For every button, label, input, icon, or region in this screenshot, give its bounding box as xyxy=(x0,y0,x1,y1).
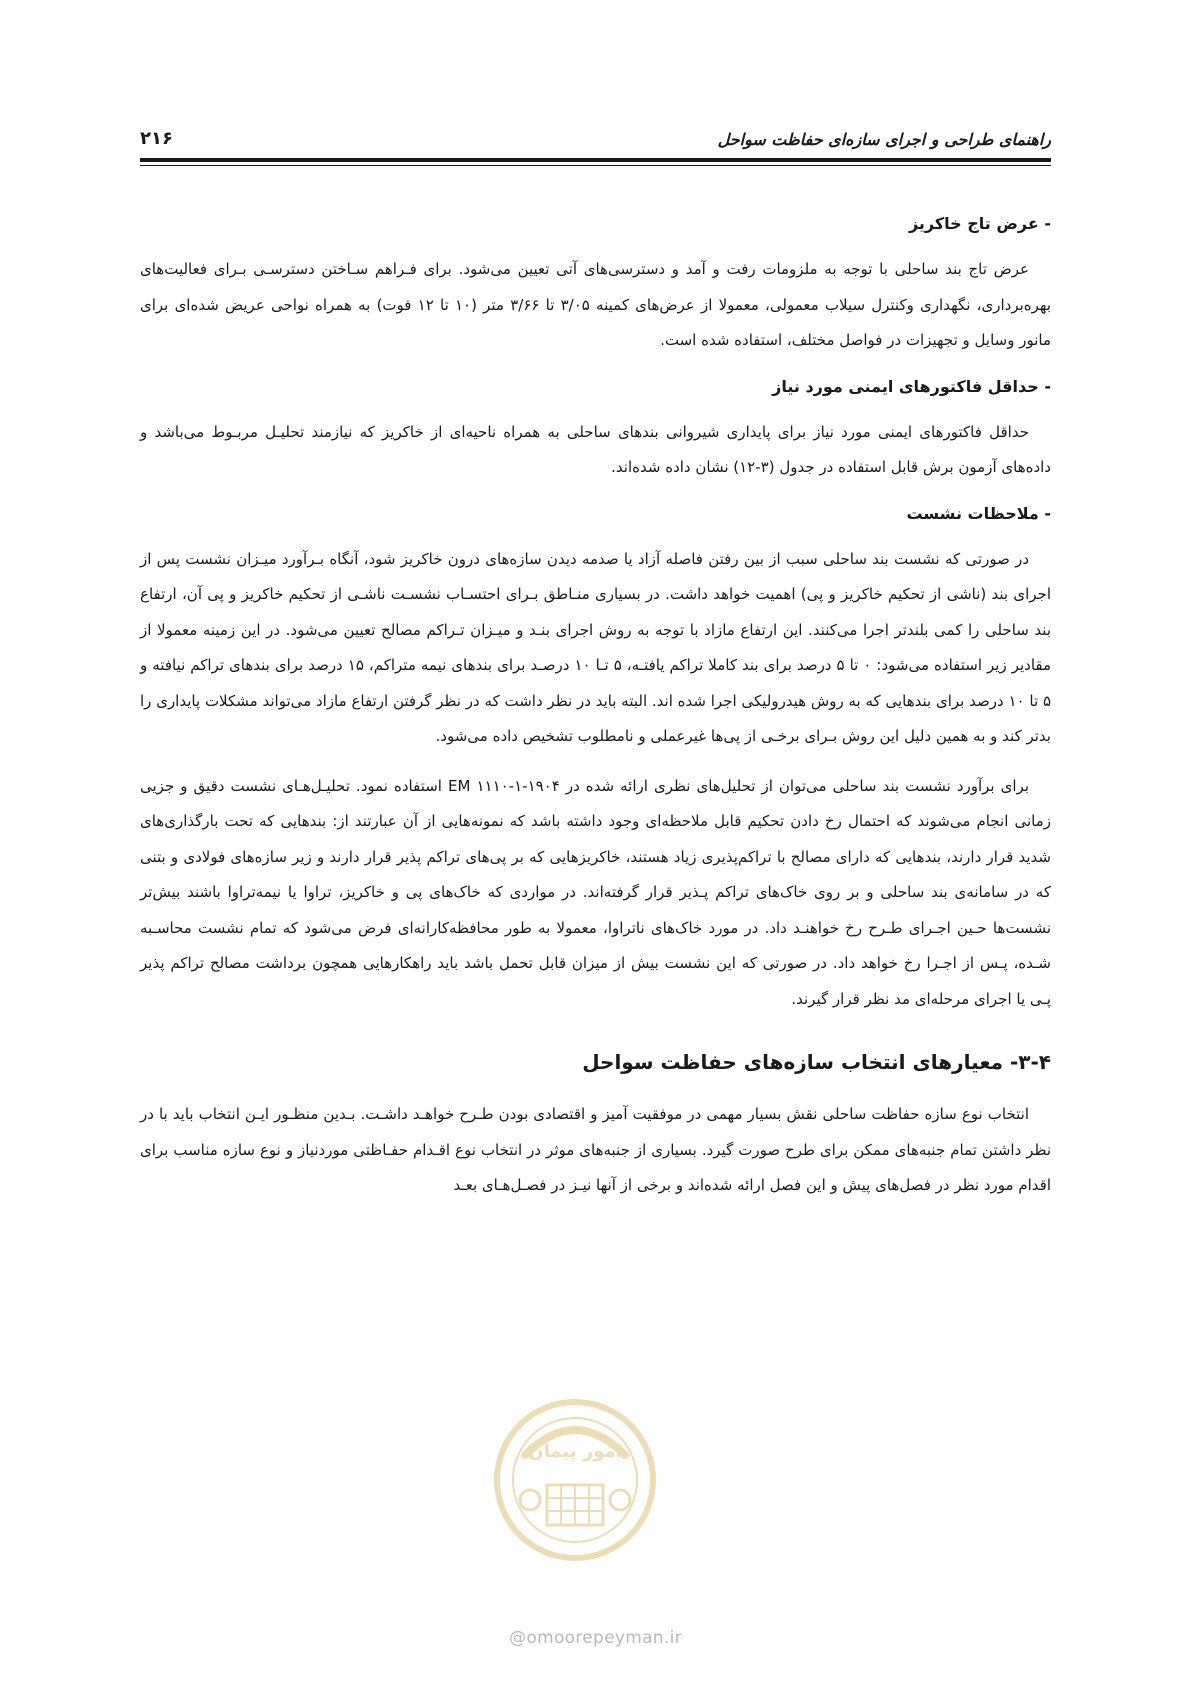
paragraph-selection-criteria: انتخاب نوع سازه حفاظت ساحلی نقش بسیار مهمی در موفقیت آمیز و اقتصادی بودن طـرح خواهـد داشـت. بـدین منظـور ایـن انتخاب باید با در نظر داشتن تمام جنبه‌های ممکن برای طرح صورت گیرد. بسیاری از جنبه‌های موثر در انتخاب نوع اقـدام حفـاظتی موردنیاز و نوع سازه مناسب برای اقدام مورد نظر در فصل‌های پیش و این فصل ارائه شده‌اند و برخی از آنها نیـز در فصـل‌هـای بعـد xyxy=(140,1105,1051,1194)
heading-safety-factors: - حداقل فاکتورهای ایمنی مورد نیاز xyxy=(772,376,1051,396)
header-rule-thin xyxy=(140,165,1051,166)
watermark-logo-text: امور پیمان xyxy=(528,1441,622,1462)
heading-settlement: - ملاحظات نشست xyxy=(906,503,1051,523)
page-header xyxy=(140,128,1051,149)
heading-crest-width: - عرض تاج خاکریز xyxy=(908,214,1051,233)
header-rule-thick xyxy=(140,158,1051,162)
paragraph-crest-width: عرض تاج بند ساحلی با توجه به ملزومات رفت و آمد و دسترسی‌های آتی تعیین می‌شود. برای فـراهم سـاختن دسترسـی بـرای فعالیت‌های بهره‌برداری، نگهداری وکنترل سیلاب معمولی، معمولا از عرض‌های کمینه ۳/۰۵ تا ۳/۶۶ متر (۱۰ تا ۱۲ فوت) به همراه نواحی عریض شده‌ای برای مانور وسایل و تجهیزات در فواصل مختلف، استفاده شده است. xyxy=(140,260,1051,349)
body-text xyxy=(140,210,1051,1218)
watermark-logo-icon xyxy=(485,1395,665,1565)
paragraph-safety-factors: حداقل فاکتورهای ایمنی مورد نیاز برای پایداری شیروانی بندهای ساحلی به همراه ناحیه‌ای از خاکریز که نیازمند تحلیـل مربـوط می‌باشد و داده‌های آزمون برش قابل استفاده در جدول (۳-۱۲) نشان داده شده‌اند. xyxy=(140,422,1051,476)
paragraph-settlement-2: برای برآورد نشست بند ساحلی می‌توان از تحلیل‌های نظری ارائه شده در EM ۱۱۱۰-۱-۱۹۰۴ استفاده نمود. تحلیـل‌هـای نشست دقیق و جزیی زمانی انجام می‌شوند که احتمال رخ دادن تحکیم قابل ملاحظه‌ای وجود داشته باشد که نمونه‌هایی از آن عبارتند از: بندهایی که تحت بارگذاری‌های شدید قرار دارند، بندهایی که دارای مصالح با تراکم‌پذیری زیاد هستند، خاکریزهایی که بر پی‌های تراکم پذیر قرار دارند و زیر سازه‌های فولادی و بتنی که در سامانه‌ی بند ساحلی و بر روی خاک‌های تراکم پـذیر قرار گرفته‌اند. در مواردی که خاک‌های پی و خاکریز، تراوا یا نیمه‌تراوا باشند بیش‌تر نشست‌ها حـین اجـرای طـرح رخ خواهنـد داد. در مورد خاک‌های ناتراوا، معمولا به طور محافظه‌کارانه‌ای فرض می‌شود که تمام نشست محاسـبه شـده، پـس از اجـرا رخ خواهد داد. در صورتی که این نشست بیش از میزان قابل تحمل باشد باید راهکارهایی همچون برداشت مصالح تراکم پذیر پـی یا اجرای مرحله‌ای مد نظر قرار گیرند. xyxy=(140,776,1051,1008)
paragraph-settlement-1: در صورتی که نشست بند ساحلی سبب از بین رفتن فاصله آزاد یا صدمه دیدن سازه‌های درون خاکریز شود، آنگاه بـرآورد میـزان نشست پس از اجرای بند (ناشی از تحکیم خاکریز و پی) اهمیت خواهد داشت. در بسیاری منـاطق بـرای احتسـاب نشسـت ناشـی از تحکیم خاکریز و پی آن، ارتفاع بند ساحلی را کمی بلندتر اجرا می‌کنند. این ارتفاع مازاد با توجه به روش اجرای بنـد و میـزان تـراکم مصالح تعیین می‌شود. در این زمینه معمولا از مقادیر زیر استفاده می‌شود: ۰ تا ۵ درصد برای بند کاملا تراکم یافتـه، ۵ تـا ۱۰ درصـد برای بندهای نیمه متراکم، ۱۵ درصد برای بندهای تراکم نیافته و ۵ تا ۱۰ درصد برای بندهایی که به روش هیدرولیکی اجرا شده اند. البته باید در نظر داشت که در نظر گرفتن ارتفاع مازاد می‌تواند مشکلات پایداری را بدتر کند و به همین دلیل این روش بـرای برخـی از پی‌ها غیرعملی و نامطلوب تشخیص داده می‌شود. xyxy=(140,549,1052,745)
book-title: راهنمای طراحی و اجرای سازه‌ای حفاظت سواحل xyxy=(717,130,1051,149)
heading-selection-criteria: ۳-۴- معیارهای انتخاب سازه‌های حفاظت سواحل xyxy=(582,1050,1051,1074)
watermark-site: @omoorepeyman.ir xyxy=(509,1628,682,1648)
page-number: ۲۱۶ xyxy=(140,128,173,149)
